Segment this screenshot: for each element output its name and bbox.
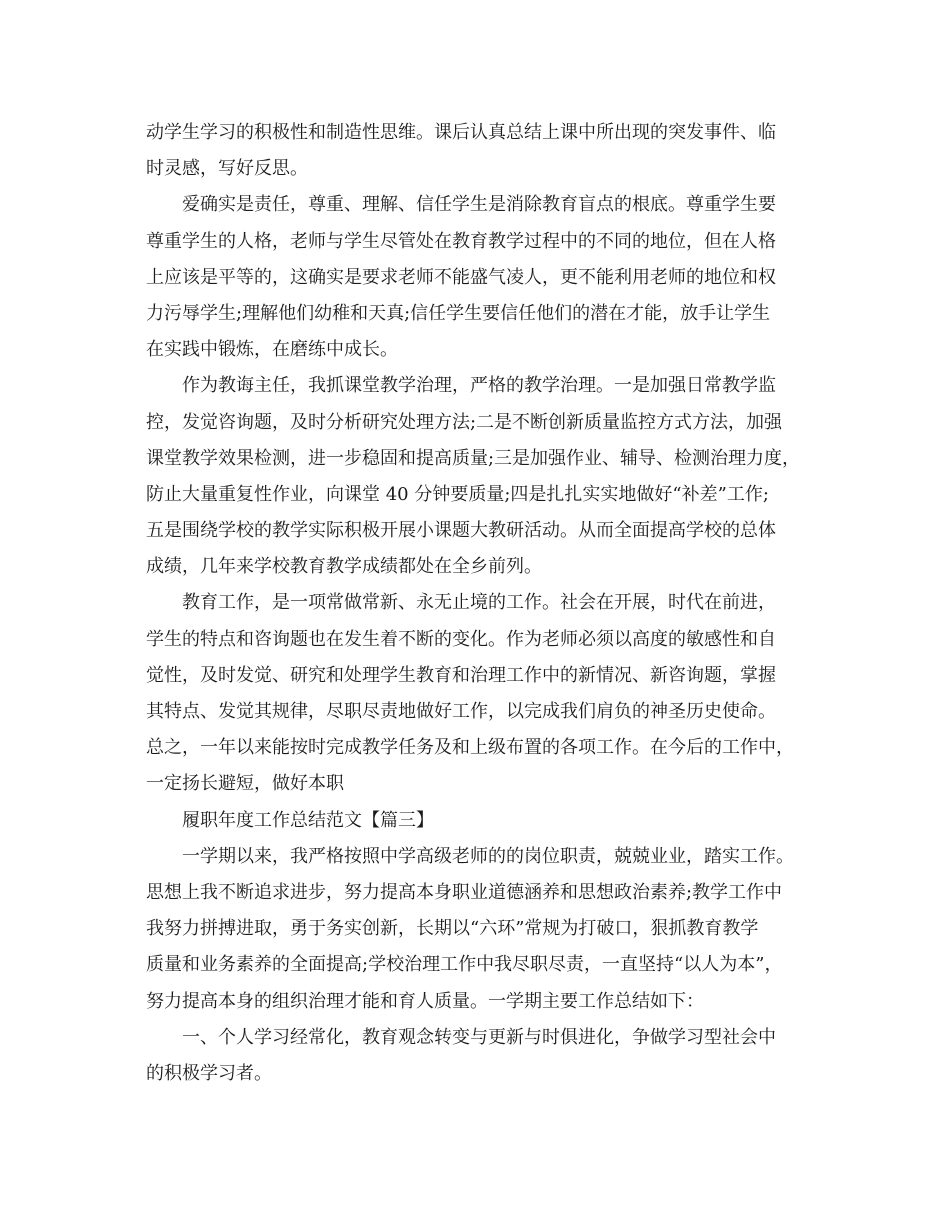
text-line: 努力提高本身的组织治理才能和育人质量。一学期主要工作总结如下：: [146, 990, 704, 1012]
text-line: 控，发觉咨询题，及时分析研究处理方法;二是不断创新质量监控方式方法，加强: [146, 411, 783, 433]
document-body: [146, 118, 836, 1095]
paragraph-start-line: 作为教诲主任，我抓课堂教学治理，严格的教学治理。一是加强日常教学监: [182, 375, 776, 397]
section-heading: 履职年度工作总结范文【篇三】: [182, 809, 434, 831]
text-line: 总之，一年以来能按时完成教学任务及和上级布置的各项工作。在今后的工作中，: [146, 737, 794, 759]
text-line: 课堂教学效果检测，进一步稳固和提高质量;三是加强作业、辅导、检测治理力度，: [146, 447, 801, 469]
paragraph-start-line: 爱确实是责任，尊重、理解、信任学生是消除教育盲点的根底。尊重学生要: [182, 194, 776, 216]
text-line: 的积极学习者。: [146, 1062, 272, 1084]
text-line: 我努力拼搏进取，勇于务实创新，长期以“六环”常规为打破口，狠抓教育教学: [146, 918, 759, 940]
text-line: 力污辱学生;理解他们幼稚和天真;信任学生要信任他们的潜在才能，放手让学生: [146, 302, 771, 324]
text-line: 成绩，几年来学校教育教学成绩都处在全乡前列。: [146, 556, 542, 578]
text-line: 学生的特点和咨询题也在发生着不断的变化。作为老师必须以高度的敏感性和自: [146, 628, 776, 650]
text-line: 动学生学习的积极性和制造性思维。课后认真总结上课中所出现的突发事件、临: [146, 122, 776, 143]
text-line: 思想上我不断追求进步，努力提高本身职业道德涵养和思想政治素养;教学工作中: [146, 881, 783, 903]
text-line: 觉性，及时发觉、研究和处理学生教育和治理工作中的新情况、新咨询题，掌握: [146, 664, 776, 686]
text-line: 一定扬长避短，做好本职: [146, 773, 344, 795]
text-line: 防止大量重复性作业，向课堂 40 分钟要质量;四是扎扎实实地做好“补差”工作;: [146, 483, 769, 505]
text-line: 尊重学生的人格，老师与学生尽管处在教育教学过程中的不同的地位，但在人格: [146, 230, 776, 252]
text-line: 五是围绕学校的教学实际积极开展小课题大教研活动。从而全面提高学校的总体: [146, 520, 776, 542]
text-line: 上应该是平等的，这确实是要求老师不能盛气凌人，更不能利用老师的地位和权: [146, 266, 776, 288]
text-line: 其特点、发觉其规律，尽职尽责地做好工作，以完成我们肩负的神圣历史使命。: [146, 701, 776, 722]
paragraph-start-line: 一、个人学习经常化，教育观念转变与更新与时俱进化，争做学习型社会中: [182, 1026, 776, 1048]
paragraph-start-line: 一学期以来，我严格按照中学高级老师的的岗位职责，兢兢业业，踏实工作。: [182, 845, 794, 867]
text-line: 时灵感，写好反思。: [146, 158, 308, 180]
text-line: 在实践中锻炼，在磨练中成长。: [146, 339, 398, 361]
paragraph-start-line: 教育工作，是一项常做常新、永无止境的工作。社会在开展，时代在前进，: [182, 592, 776, 614]
text-line: 质量和业务素养的全面提高;学校治理工作中我尽职尽责，一直坚持“以人为本”，: [146, 954, 783, 976]
